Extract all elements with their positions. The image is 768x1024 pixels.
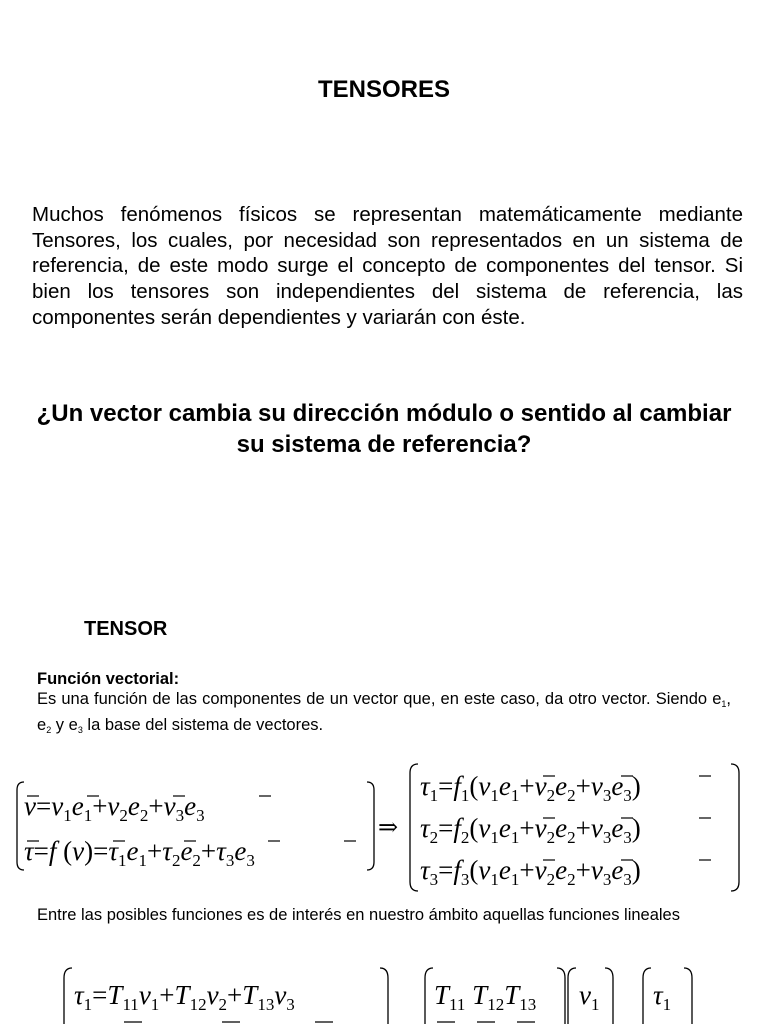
svg-text:T11 T12T13: $T_{11}$ $T_{12}T_{13}$ <box>434 980 537 1014</box>
svg-text:⇒: ⇒ <box>378 815 399 841</box>
svg-text:v1: $v_1$ <box>579 980 600 1014</box>
vector-function-text: Es una función de las componentes de un vector que, en este caso, da otro vector. Siendo $e_1$, $e_2$ y $e_3$ la base del sistema de vectores. <box>37 690 731 735</box>
linear-functions-text: Entre las posibles funciones es de interés en nuestro ámbito aquellas funciones lineales <box>37 906 680 924</box>
intro-paragraph: Muchos fenómenos físicos se representan matemáticamente mediante Tensores, los cuales, por necesidad son representados en un sistema de referencia, de este modo surge el concepto de componentes del tensor. Si bien los tensores son independientes del sistema de referencia, las componentes serán dependientes y variarán con éste. <box>32 203 743 329</box>
svg-text:τ1=T11v1+T12v2+T13v3: $\tau_1=T_{11}v_1+T_{12}v_2+T_{13}v_3$ <box>74 980 295 1014</box>
svg-text:τ2=f2(v1e1+v2e2+v3e3): $\tau_2=f_2(v_1e_1+v_2e_2+v_3e_3)$ <box>420 813 641 847</box>
svg-text:τ=f (v)=τ1e1+τ2e2+τ3e3: τ=f $(v)=\tau_1e_1+\tau_2e_2+\tau_3e_3$ <box>24 836 255 870</box>
svg-text:τ1=f1(v1e1+v2e2+v3e3): $\tau_1=f_1(v_1e_1+v_2e_2+v_3e_3)$ <box>420 771 641 805</box>
vector-function-label: Función vectorial: <box>37 670 180 688</box>
page-title: TENSORES <box>317 76 451 103</box>
svg-text:τ3=f3(v1e1+v2e2+v3e3): $\tau_3=f_3(v_1e_1+v_2e_2+v_3e_3)$ <box>420 855 641 889</box>
tensor-subheading: TENSOR <box>84 618 168 640</box>
svg-text:τ1: $\tau_1$ <box>653 980 672 1014</box>
svg-text:v=v1e1+v2e2+v3e3: $v=v_1e_1+v_2e_2+v_3e_3$ <box>24 791 205 825</box>
question-heading: ¿Un vector cambia su dirección módulo o sentido al cambiar su sistema de referencia? <box>36 400 732 458</box>
